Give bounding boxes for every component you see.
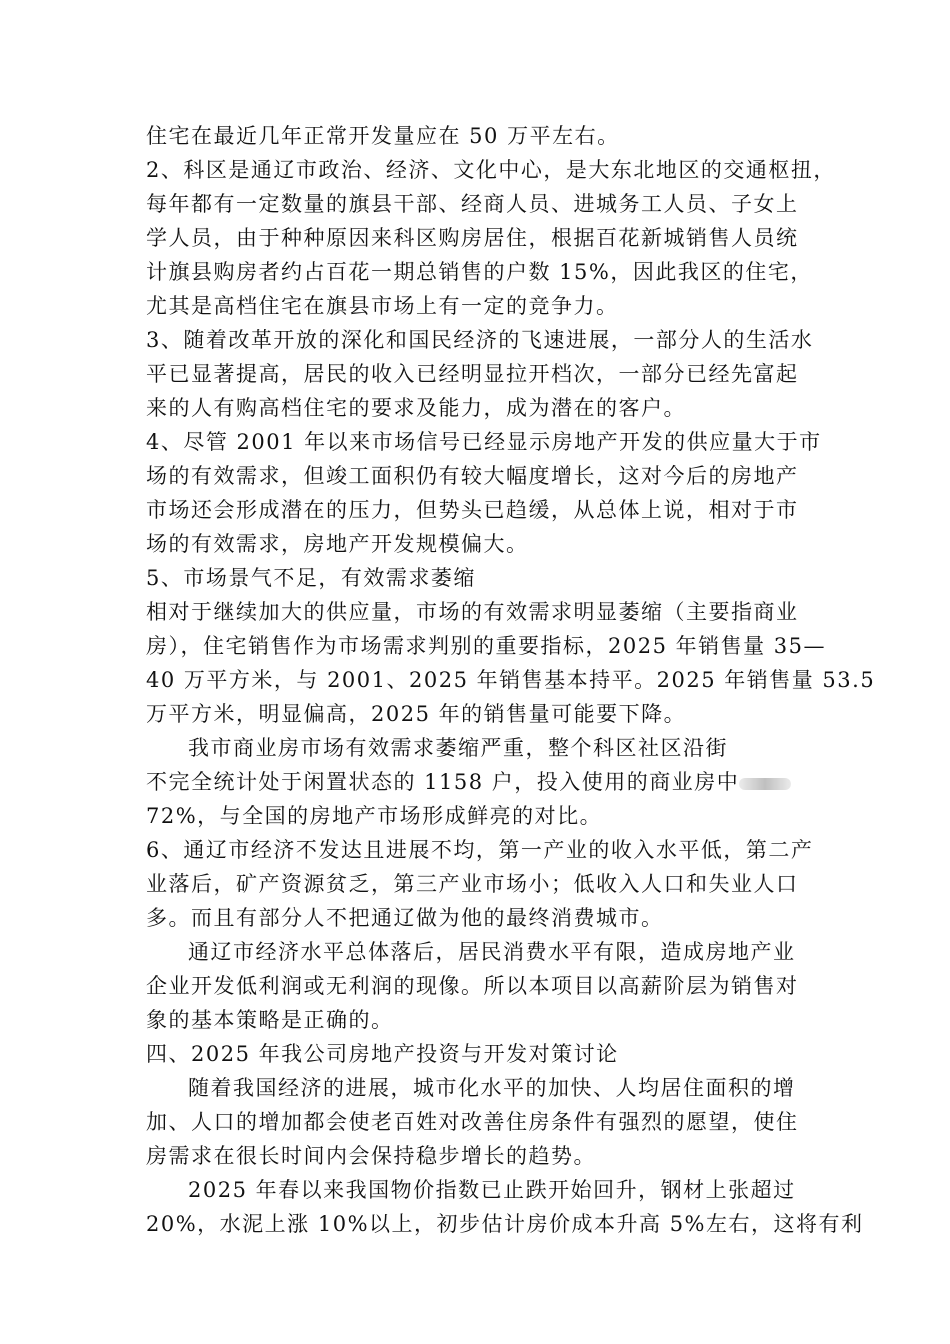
text-line: 计旗县购房者约占百花一期总销售的户数 15%，因此我区的住宅， xyxy=(146,260,813,284)
text-segment: 不完全统计处于闲置状态的 1158 户，投入使用的商业房中 xyxy=(146,770,740,794)
text-line: 2025 年春以来我国物价指数已止跌开始回升，钢材上张超过 xyxy=(188,1178,796,1202)
text-line: 住宅在最近几年正常开发量应在 50 万平左右。 xyxy=(146,124,620,148)
text-line: 40 万平方米，与 2001、2025 年销售基本持平。2025 年销售量 53.5 xyxy=(146,668,876,692)
text-line: 学人员，由于种种原因来科区购房居住，根据百花新城销售人员统 xyxy=(146,226,799,250)
text-line: 相对于继续加大的供应量，市场的有效需求明显萎缩（主要指商业 xyxy=(146,600,799,624)
text-line: 加、人口的增加都会使老百姓对改善住房条件有强烈的愿望，使住 xyxy=(146,1110,799,1134)
text-line: 象的基本策略是正确的。 xyxy=(146,1008,394,1032)
text-line: 来的人有购高档住宅的要求及能力，成为潜在的客户。 xyxy=(146,396,686,420)
text-line: 平已显著提高，居民的收入已经明显拉开档次，一部分已经先富起 xyxy=(146,362,799,386)
text-line: 场的有效需求，但竣工面积仍有较大幅度增长，这对今后的房地产 xyxy=(146,464,799,488)
text-line: 2、科区是通辽市政治、经济、文化中心，是大东北地区的交通枢扭， xyxy=(146,158,836,182)
text-line: 随着我国经济的进展，城市化水平的加快、人均居住面积的增 xyxy=(188,1076,796,1100)
text-line: 市场还会形成潜在的压力，但势头已趋缓，从总体上说，相对于市 xyxy=(146,498,799,522)
text-line: 房需求在很长时间内会保持稳步增长的趋势。 xyxy=(146,1144,596,1168)
ink-smudge xyxy=(739,778,791,790)
text-line: 房），住宅销售作为市场需求判别的重要指标，2025 年销售量 35— xyxy=(146,634,827,658)
text-line: 业落后，矿产资源贫乏，第三产业市场小；低收入人口和失业人口 xyxy=(146,872,799,896)
text-line-with-smudge xyxy=(146,768,816,796)
text-line: 通辽市经济水平总体落后，居民消费水平有限，造成房地产业 xyxy=(188,940,796,964)
text-line: 尤其是高档住宅在旗县市场上有一定的竞争力。 xyxy=(146,294,619,318)
text-line: 6、通辽市经济不发达且进展不均，第一产业的收入水平低，第二产 xyxy=(146,838,814,862)
text-line: 4、尽管 2001 年以来市场信号已经显示房地产开发的供应量大于市 xyxy=(146,430,822,454)
text-line: 企业开发低利润或无利润的现像。所以本项目以高薪阶层为销售对 xyxy=(146,974,799,998)
text-line: 3、随着改革开放的深化和国民经济的飞速进展，一部分人的生活水 xyxy=(146,328,814,352)
text-line: 多。而且有部分人不把通辽做为他的最终消费城市。 xyxy=(146,906,664,930)
text-line: 场的有效需求，房地产开发规模偏大。 xyxy=(146,532,529,556)
text-line: 5、市场景气不足，有效需求萎缩 xyxy=(146,566,476,590)
section-heading: 四、2025 年我公司房地产投资与开发对策讨论 xyxy=(146,1042,619,1066)
text-line: 20%，水泥上涨 10%以上，初步估计房价成本升高 5%左右，这将有利 xyxy=(146,1212,864,1236)
text-line: 万平方米，明显偏高，2025 年的销售量可能要下降。 xyxy=(146,702,687,726)
text-line: 我市商业房市场有效需求萎缩严重，整个科区社区沿街 xyxy=(188,736,728,760)
text-line: 每年都有一定数量的旗县干部、经商人员、进城务工人员、子女上 xyxy=(146,192,799,216)
text-line: 72%，与全国的房地产市场形成鲜亮的对比。 xyxy=(146,804,603,828)
